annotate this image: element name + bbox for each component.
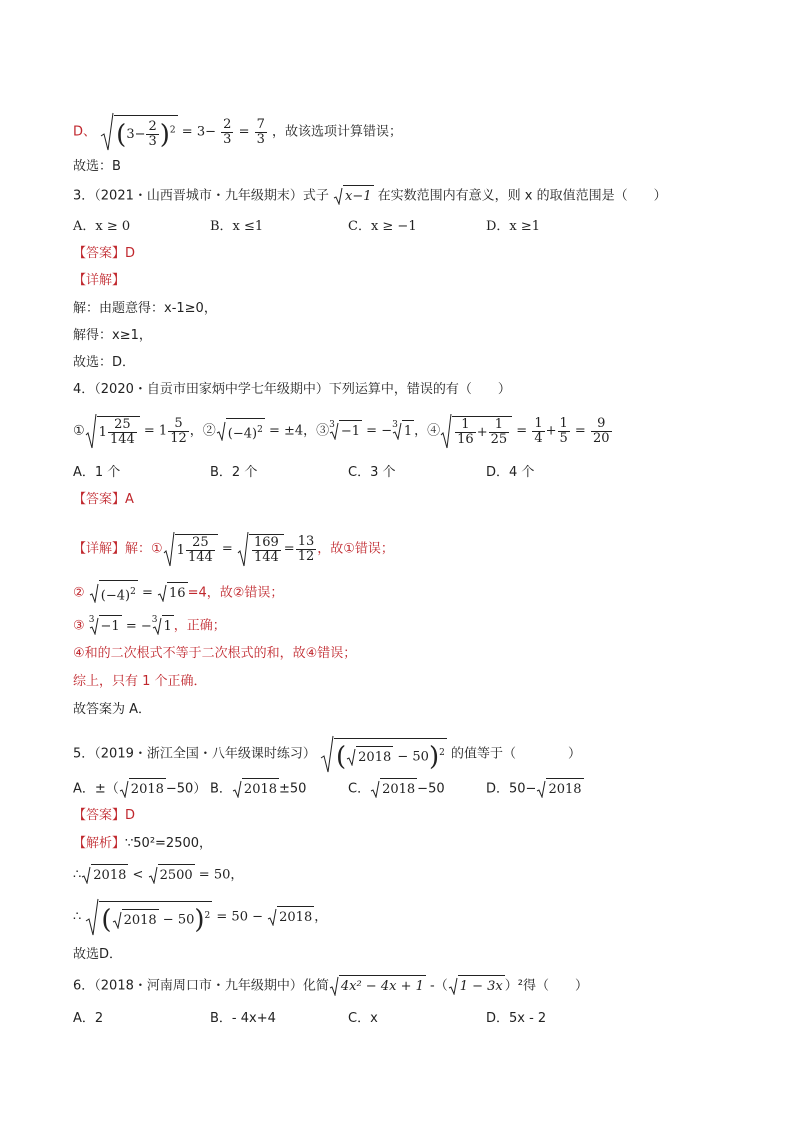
sqrt-sign-icon [85,898,99,936]
fraction: $\frac{7}{3}$ [256,116,265,147]
q3-option-d[interactable]: D．x ≥1 [486,219,541,234]
answer-label: 【答案】D [73,808,136,823]
option-d-line: D、 (3− $\frac{2}{3}$ )$^2$ = 3− $\frac{2}{3}$ = $\frac{7}{3}$ ，故该选项计算错误； [73,112,402,152]
sqrt-sign-icon [119,780,129,798]
q6-option-a[interactable]: A．2 [73,1011,104,1026]
q4-option-c[interactable]: C．3 个 [348,465,396,480]
answer-label: 【答案】D [73,246,136,261]
choose-b: 故选：B [73,159,121,174]
choose-d: 故选D． [73,947,123,962]
expr-part: = 3− [181,124,216,140]
q5-analysis: 【解析】∵50²=2500， [73,836,213,851]
q3-option-b[interactable]: B．x ≤1 [210,219,264,234]
sqrt-sign-icon [89,583,99,603]
sqrt-sign-icon [232,780,242,798]
q5-option-b[interactable]: B． 2018 ±50 [210,778,306,800]
question-4: 4．（2020・自贡市田家炳中学七年级期中）下列运算中，错误的有（ ） [73,382,511,397]
sqrt-sign-icon [112,911,122,929]
q4-expressions: ① 1 $\frac{25}{144}$ = 1 $\frac{5}{12}$ ，② $(-4)^2 = \pm 4$，③$^3$ −1 = −$^3$ 1 ，④ $\frac{1}{16}$ + $\frac{1}{25}$ = $\frac{1}{4}$ + $\frac{1}{5}$ = $\frac{9}{20}$ [73,413,613,449]
q4-option-a[interactable]: A．1 个 [73,465,121,480]
sqrt-sign-icon [329,976,339,996]
q3-solution-2: 解得：x≥1， [73,328,152,343]
q4-solution-6: 故答案为 A． [73,702,152,717]
q4-option-b[interactable]: B．2 个 [210,465,258,480]
q5-option-c[interactable]: C． 2018 −50 [348,778,445,800]
q3-option-c[interactable]: C．x ≥ −1 [348,219,417,234]
radical: x−1 [333,185,374,207]
q6-option-d[interactable]: D．5x - 2 [486,1011,547,1026]
sqrt-sign-icon [346,748,356,766]
q4-option-d[interactable]: D．4 个 [486,465,535,480]
q6-option-c[interactable]: C．x [348,1011,378,1026]
detail-label: 【详解】 [73,273,126,288]
q4-solution-2: ② $(-4)^2 = 16 =4$，故②错误； [73,580,283,606]
question-5: 5．（2019・浙江全国・八年级课时练习） ( 2018 − 50)$^2$ 的值等于（ ） [73,735,581,773]
sqrt-sign-icon [85,413,97,449]
sqrt-sign-icon [448,977,458,995]
sqrt-sign-icon [237,531,249,567]
sqrt-sign-icon [163,531,175,567]
question-3: 3．（2021・山西晋城市・九年级期末）式子 x−1 在实数范围内有意义，则 x 的取值范围是（ ） [73,185,667,207]
q4-solution-1: 【详解】解：① 1 $\frac{25}{144}$ = $\frac{169}{144}$ = $\frac{13}{12}$ ，故①错误； [73,531,394,567]
q5-line-2: ∴ ( 2018 − 50)$^2$ = 50 − 2018 ， [73,898,327,936]
sqrt-sign-icon [157,584,167,602]
q4-solution-4: ④和的二次根式不等于二次根式的和，故④错误； [73,646,357,661]
answer-label: 【答案】A [73,492,134,507]
sqrt-sign-icon [370,780,380,798]
q5-option-a[interactable]: A．±（ 2018 −50） [73,778,206,800]
sqrt-sign-icon [333,187,343,205]
q3-solution-1: 解：由题意得：x-1≥0， [73,301,217,316]
sqrt-sign-icon [100,112,114,152]
sqrt-sign-icon [440,413,452,449]
q3-solution-3: 故选：D． [73,355,136,370]
q3-option-a[interactable]: A．x ≥ 0 [73,219,131,234]
radical: ( 2018 − 50)$^2$ [320,735,447,773]
radical-expression: (3− $\frac{2}{3}$ )$^2$ [100,112,178,152]
q5-line-1: ∴ 2018 < 2500 = 50， [73,864,243,886]
q6-option-b[interactable]: B．- 4x+4 [210,1011,276,1026]
sqrt-sign-icon [536,780,546,798]
q4-solution-5: 综上，只有 1 个正确． [73,674,207,689]
option-d-comment: ，故该选项计算错误； [272,124,403,140]
sqrt-sign-icon [320,735,334,773]
sqrt-sign-icon [81,866,91,884]
sqrt-sign-icon [216,421,226,441]
question-6: 6．（2018・河南周口市・九年级期中）化简 4x² − 4x + 1 -（ 1 − 3x ）²得（ ） [73,975,588,997]
option-d-label: D、 [73,124,97,140]
radical: 1 − 3x [448,975,505,997]
q4-solution-3: ③ $^3$ −1 = −$^3$ 1 ，正确； [73,615,226,638]
sqrt-sign-icon [267,908,277,926]
q5-option-d[interactable]: D．50− 2018 [486,778,584,800]
fraction: $\frac{2}{3}$ [223,116,232,147]
radical: 4x² − 4x + 1 [329,975,426,997]
sqrt-sign-icon [148,866,158,884]
